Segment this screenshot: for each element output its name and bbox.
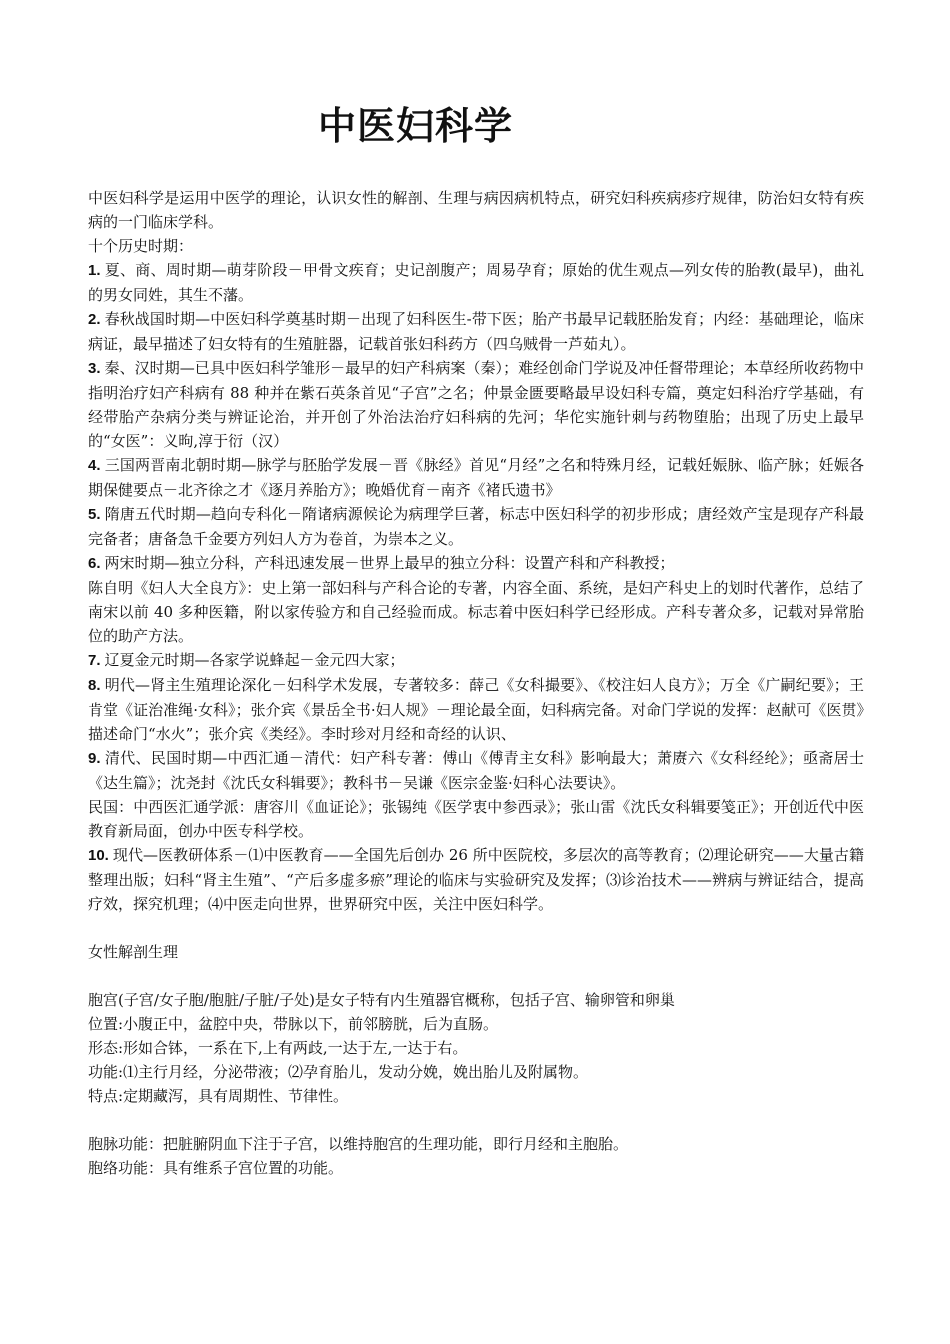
uterus-function: 功能:⑴主行月经，分泌带液；⑵孕育胎儿，发动分娩，娩出胎儿及附属物。 [88, 1063, 589, 1081]
period-number: 2. [88, 311, 101, 328]
period-number: 3. [88, 360, 101, 377]
bao-mai-function: 胞脉功能：把脏腑阴血下注于子宫，以维持胞宫的生理功能，即行月经和主胞胎。 [88, 1135, 629, 1153]
period-text: 夏、商、周时期—萌芽阶段－甲骨文疾育；史记剖腹产；周易孕育；原始的优生观点—列女传的胎教(最早)，曲礼的男女同姓，其生不藩。 [88, 261, 864, 304]
period-number: 1. [88, 262, 101, 279]
period-text: 两宋时期—独立分科，产科迅速发展－世界上最早的独立分科：设置产科和产科教授； [104, 554, 675, 572]
spacer [88, 964, 864, 988]
period-number: 6. [88, 555, 101, 572]
page-title: 中医妇科学 [318, 104, 514, 148]
period-6-extra: 陈自明《妇人大全良方》：史上第一部妇科与产科合论的专著，内容全面、系统，是妇产科史上的划时代著作，总结了南宋以前 40 多种医籍，附以家传验方和自己经验而成。标志着中医妇科学已经形成。产科专著众多，记载对异常胎位的助产方法。 [88, 579, 864, 645]
period-item [88, 746, 864, 795]
uterus-position: 位置:小腹正中，盆腔中央，带脉以下，前邻膀胱，后为直肠。 [88, 1015, 499, 1033]
uterus-form: 形态:形如合钵，一系在下,上有两歧,一达于左,一达于右。 [88, 1039, 468, 1057]
period-text: 辽夏金元时期—各家学说蜂起－金元四大家； [104, 651, 405, 669]
period-text: 明代—肾主生殖理论深化－妇科学术发展，专著较多：薛己《女科撮要》、《校注妇人良方》；万全《广嗣纪要》；王肯堂《证治准绳·女科》；张介宾《景岳全书·妇人规》－理论最全面，妇科病完备。对命门学说的发挥：赵献可《医贯》描述命门“水火”；张介宾《类经》。李时珍对月经和奇经的认识、 [88, 676, 864, 743]
period-9-extra: 民国：中西医汇通学派：唐容川《血证论》；张锡纯《医学衷中参西录》；张山雷《沈氏女科辑要笺正》；开创近代中医教育新局面，创办中医专科学校。 [88, 798, 864, 840]
period-item [88, 843, 864, 916]
spacer [88, 916, 864, 940]
document-body [88, 186, 864, 1180]
period-item [88, 551, 864, 576]
period-text: 现代—医教研体系－⑴中医教育——全国先后创办 26 所中医院校，多层次的高等教育；⑵理论研究——大量古籍整理出版；妇科“肾主生殖”、“产后多虚多瘀”理论的临床与实验研究及发挥；⑶诊治技术——辨病与辨证结合，提高疗效，探究机理；⑷中医走向世界，世界研究中医，关注中医妇科学。 [88, 846, 864, 913]
period-item [88, 673, 864, 746]
period-number: 4. [88, 457, 101, 474]
period-number: 5. [88, 506, 101, 523]
uterus-definition: 胞宫(子宫/女子胞/胞脏/子脏/子处)是女子特有内生殖器官概称，包括子宫、输卵管和卵巢 [88, 991, 675, 1009]
period-item [88, 453, 864, 502]
period-item [88, 648, 864, 673]
periods-heading: 十个历史时期： [88, 237, 194, 255]
period-number: 9. [88, 750, 101, 767]
period-item [88, 307, 864, 356]
period-text: 隋唐五代时期—趋向专科化－隋诸病源候论为病理学巨著，标志中医妇科学的初步形成；唐经效产宝是现存产科最完备者；唐备急千金要方列妇人方为卷首，为崇本之义。 [88, 505, 864, 548]
period-item [88, 258, 864, 307]
period-text: 清代、民国时期—中西汇通－清代：妇产科专著：傅山《傅青主女科》影响最大；萧赓六《女科经纶》；亟斋居士《达生篇》；沈尧封《沈氏女科辑要》；教科书－吴谦《医宗金鉴·妇科心法要诀》。 [88, 749, 864, 792]
spacer [88, 1108, 864, 1132]
period-item [88, 502, 864, 551]
period-number: 7. [88, 652, 101, 669]
period-item [88, 356, 864, 453]
period-number: 10. [88, 847, 109, 864]
period-text: 春秋战国时期—中医妇科学奠基时期－出现了妇科医生-带下医；胎产书最早记载胚胎发育；内经：基础理论，临床病证，最早描述了妇女特有的生殖脏器，记载首张妇科药方（四乌贼骨一芦茹丸）。 [88, 310, 864, 353]
anatomy-heading: 女性解剖生理 [88, 943, 179, 961]
intro-paragraph: 中医妇科学是运用中医学的理论，认识女性的解剖、生理与病因病机特点，研究妇科疾病疹疗规律，防治妇女特有疾病的一门临床学科。 [88, 189, 864, 231]
uterus-features: 特点:定期藏泻，具有周期性、节律性。 [88, 1087, 349, 1105]
bao-luo-function: 胞络功能：具有维系子宫位置的功能。 [88, 1159, 344, 1177]
period-number: 8. [88, 677, 101, 694]
period-text: 三国两晋南北朝时期—脉学与胚胎学发展－晋《脉经》首见“月经”之名和特殊月经，记载妊娠脉、临产脉；妊娠各期保健要点－北齐徐之才《逐月养胎方》；晚婚优育－南齐《褚氏遗书》 [88, 456, 864, 499]
period-text: 秦、汉时期—已具中医妇科学雏形－最早的妇产科病案（秦）；难经创命门学说及冲任督带理论；本草经所收药物中指明治疗妇产科病有 88 种并在紫石英条首见“子宫”之名；仲景金匮要略最早设妇科专篇，奠定妇科治疗学基础，有经带胎产杂病分类与辨证论治，并开创了外治法治疗妇科病的先河；华佗实施针刺与药物堕胎；出现了历史上最早的“女医”：义昫,淳于衍（汉） [88, 359, 864, 450]
